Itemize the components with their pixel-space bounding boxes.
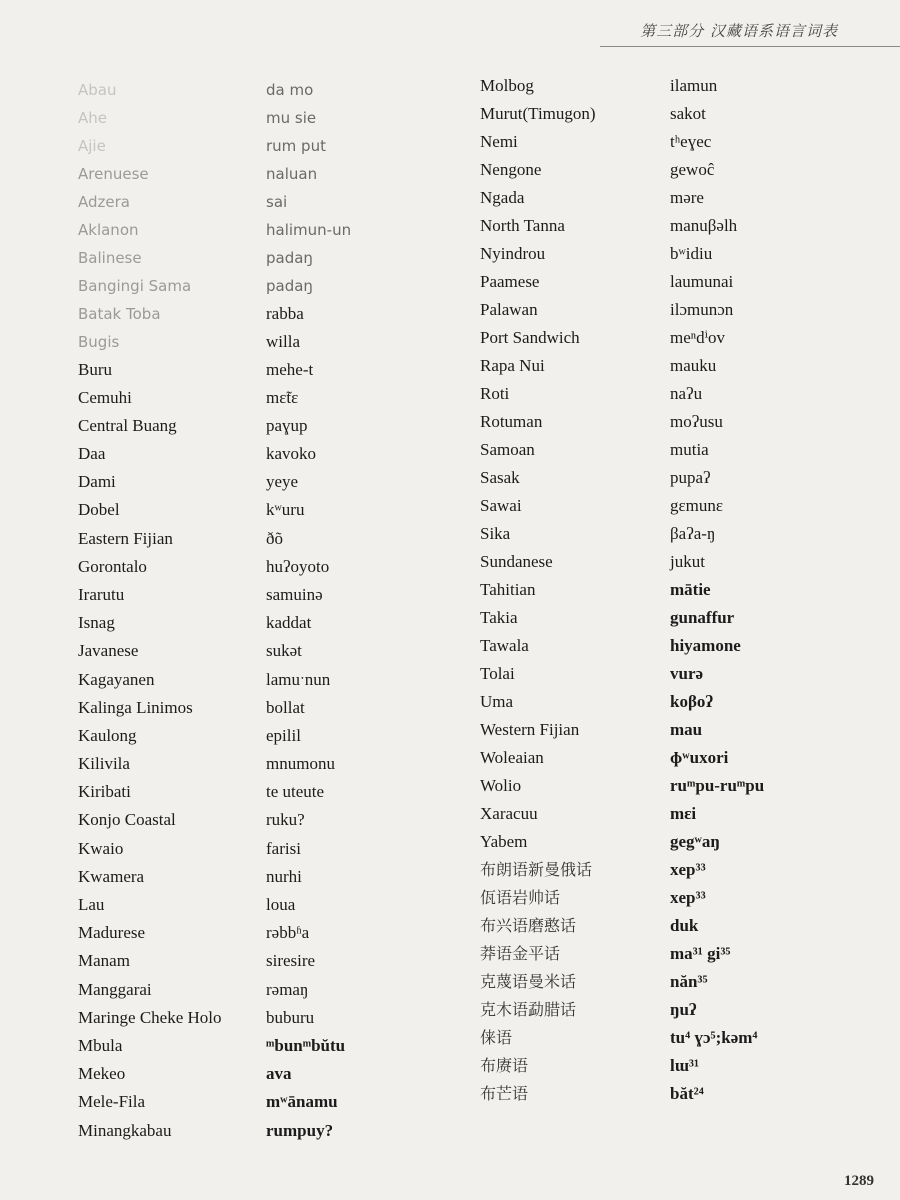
- word-entry-row: [78, 1004, 458, 1032]
- language-name: Molbog: [480, 76, 534, 95]
- language-name: Tolai: [480, 664, 515, 683]
- language-name: Arenuese: [78, 165, 149, 183]
- language-name: Murut(Timugon): [480, 104, 596, 123]
- word-form: buburu: [266, 1007, 315, 1027]
- language-name: 布兴语磨憨话: [480, 916, 577, 935]
- running-header: [600, 16, 900, 47]
- word-form: manuβəlh: [670, 216, 738, 235]
- language-name: Central Buang: [78, 416, 177, 435]
- word-entry-row: [480, 968, 880, 996]
- word-form: ilɔmunɔn: [670, 300, 734, 319]
- word-entry-row: [78, 328, 458, 356]
- word-form: gewoĉ: [670, 160, 715, 179]
- page-number: 1289: [844, 1173, 874, 1189]
- word-form: mnumonu: [266, 754, 335, 774]
- header-title: 第三部分 汉藏语系语言词表: [640, 22, 838, 40]
- word-entry-row: [480, 240, 880, 268]
- word-form: padaŋ: [266, 249, 313, 267]
- word-form: te uteute: [266, 782, 325, 802]
- word-form: gɛmunɛ: [670, 496, 724, 515]
- word-entry-row: [480, 716, 880, 744]
- word-entry-row: [78, 440, 458, 468]
- word-entry-row: [480, 800, 880, 828]
- language-name: Roti: [480, 384, 510, 403]
- language-name: Palawan: [480, 300, 538, 319]
- word-form: mātie: [670, 580, 711, 599]
- language-name: 布赓语: [480, 1056, 529, 1075]
- language-name: Nemi: [480, 132, 518, 151]
- word-form: rabba: [266, 304, 304, 323]
- word-form: kʷuru: [266, 500, 305, 520]
- word-entry-row: [78, 1032, 458, 1060]
- word-form: halimun-un: [266, 221, 352, 239]
- left-word-column: [78, 76, 458, 1145]
- word-form: ruᵐpu-ruᵐpu: [670, 776, 765, 795]
- language-name: Kaulong: [78, 725, 137, 745]
- word-entry-row: [480, 604, 880, 632]
- word-entry-row: [480, 1052, 880, 1080]
- word-entry-row: [78, 244, 458, 272]
- word-form: duk: [670, 916, 699, 935]
- word-entry-row: [78, 666, 458, 694]
- word-entry-row: [78, 694, 458, 722]
- word-form: bollat: [266, 697, 305, 717]
- language-name: Manggarai: [78, 979, 152, 999]
- word-form: kavoko: [266, 444, 317, 463]
- word-entry-row: [78, 412, 458, 440]
- word-form: jukut: [670, 552, 705, 571]
- word-form: tu⁴ ɣɔ⁵;kəm⁴: [670, 1028, 758, 1047]
- word-form: lamuˑnun: [266, 669, 331, 689]
- word-form: ŋuʔ: [670, 1000, 697, 1019]
- language-name: Cemuhi: [78, 388, 132, 407]
- word-form: siresire: [266, 951, 316, 971]
- language-name: Buru: [78, 360, 112, 379]
- word-entry-row: [78, 1088, 458, 1116]
- word-entry-row: [78, 778, 458, 806]
- language-name: Sundanese: [480, 552, 553, 571]
- word-entry-row: [78, 104, 458, 132]
- word-form: paɣup: [266, 416, 308, 435]
- language-name: 俫语: [480, 1028, 513, 1047]
- word-form: rəbbʱa: [266, 923, 310, 943]
- language-name: Sawai: [480, 496, 522, 515]
- word-entry-row: [480, 828, 880, 856]
- word-form: ðõ: [266, 528, 283, 548]
- language-name: Takia: [480, 608, 518, 627]
- word-entry-row: [78, 132, 458, 160]
- word-entry-row: [78, 553, 458, 581]
- word-entry-row: [480, 128, 880, 156]
- word-entry-row: [78, 384, 458, 412]
- language-name: Maringe Cheke Holo: [78, 1007, 222, 1027]
- word-entry-row: [78, 468, 458, 496]
- language-name: Ajie: [78, 137, 106, 155]
- word-form: samuinə: [266, 584, 323, 604]
- word-form: ruku?: [266, 810, 305, 830]
- word-form: gegʷaŋ: [670, 832, 720, 851]
- word-form: băt²⁴: [670, 1084, 704, 1103]
- language-name: 克木语勐腊话: [480, 1000, 577, 1019]
- word-entry-row: [78, 750, 458, 778]
- word-entry-row: [480, 548, 880, 576]
- word-entry-row: [480, 268, 880, 296]
- language-name: Bugis: [78, 333, 120, 351]
- language-name: Paamese: [480, 272, 540, 291]
- word-form: ma³¹ gi³⁵: [670, 944, 731, 963]
- word-form: mɛi: [670, 804, 697, 823]
- word-form: bʷidiu: [670, 244, 713, 263]
- language-name: Yabem: [480, 832, 528, 851]
- word-entry-row: [480, 100, 880, 128]
- language-name: Port Sandwich: [480, 328, 580, 347]
- word-entry-row: [480, 660, 880, 688]
- language-name: Gorontalo: [78, 556, 147, 576]
- word-entry-row: [480, 380, 880, 408]
- word-form: huʔoyoto: [266, 556, 330, 576]
- word-form: loua: [266, 895, 296, 914]
- word-form: nurhi: [266, 866, 302, 886]
- word-entry-row: [480, 632, 880, 660]
- language-name: Daa: [78, 444, 106, 463]
- word-entry-row: [480, 1080, 880, 1108]
- word-entry-row: [78, 863, 458, 891]
- word-form: laumunai: [670, 272, 734, 291]
- language-name: Ahe: [78, 109, 107, 127]
- word-entry-row: [78, 947, 458, 975]
- word-entry-row: [480, 688, 880, 716]
- word-entry-row: [480, 492, 880, 520]
- word-entry-row: [78, 1117, 458, 1145]
- word-form: sai: [266, 193, 288, 211]
- word-form: mɛ̃tɛ: [266, 388, 299, 407]
- word-entry-row: [480, 184, 880, 212]
- word-entry-row: [78, 835, 458, 863]
- word-entry-row: [78, 806, 458, 834]
- word-form: mauku: [670, 356, 717, 375]
- language-name: Mele-Fila: [78, 1092, 146, 1112]
- word-form: meⁿdⁱov: [670, 328, 726, 347]
- word-form: rəmaŋ: [266, 979, 309, 999]
- language-name: Batak Toba: [78, 305, 161, 323]
- word-form: ɸʷuxori: [670, 748, 729, 767]
- word-form: koβoʔ: [670, 692, 713, 711]
- language-name: Konjo Coastal: [78, 810, 176, 830]
- language-name: Ngada: [480, 188, 525, 207]
- word-entry-row: [78, 1060, 458, 1088]
- word-entry-row: [78, 525, 458, 553]
- word-form: kaddat: [266, 613, 312, 633]
- language-name: Rapa Nui: [480, 356, 545, 375]
- language-name: Bangingi Sama: [78, 277, 192, 295]
- word-entry-row: [78, 891, 458, 919]
- language-name: Eastern Fijian: [78, 528, 173, 548]
- word-entry-row: [480, 940, 880, 968]
- word-entry-row: [480, 996, 880, 1024]
- word-form: ilamun: [670, 76, 718, 95]
- word-entry-row: [78, 188, 458, 216]
- language-name: Uma: [480, 692, 514, 711]
- language-name: Kilivila: [78, 754, 130, 774]
- word-entry-row: [78, 160, 458, 188]
- word-entry-row: [480, 408, 880, 436]
- language-name: Kiribati: [78, 782, 131, 802]
- word-entry-row: [78, 496, 458, 524]
- word-form: naʔu: [670, 384, 703, 403]
- word-entry-row: [480, 156, 880, 184]
- word-entry-row: [78, 300, 458, 328]
- word-entry-row: [78, 356, 458, 384]
- language-name: Aklanon: [78, 221, 139, 239]
- word-form: mutia: [670, 440, 709, 459]
- word-form: rumpuy?: [266, 1120, 334, 1140]
- language-name: Manam: [78, 951, 130, 971]
- language-name: Tahitian: [480, 580, 536, 599]
- word-form: mehe-t: [266, 360, 314, 379]
- word-entry-row: [480, 324, 880, 352]
- word-form: məre: [670, 188, 704, 207]
- word-form: vurə: [670, 664, 704, 683]
- language-name: Western Fijian: [480, 720, 580, 739]
- word-entry-row: [480, 772, 880, 800]
- word-entry-row: [78, 722, 458, 750]
- language-name: Kalinga Linimos: [78, 697, 193, 717]
- word-form: tʰeɣec: [670, 132, 712, 151]
- language-name: Tawala: [480, 636, 529, 655]
- language-name: 克蔑语曼米话: [480, 972, 577, 991]
- word-form: βaʔa-ŋ: [670, 524, 716, 543]
- word-entry-row: [480, 1024, 880, 1052]
- language-name: Adzera: [78, 193, 130, 211]
- word-form: sukət: [266, 641, 302, 661]
- word-form: lɯ³¹: [670, 1056, 700, 1075]
- word-entry-row: [480, 520, 880, 548]
- word-entry-row: [78, 272, 458, 300]
- language-name: Dobel: [78, 500, 120, 520]
- language-name: Balinese: [78, 249, 142, 267]
- word-form: gunaffur: [670, 608, 735, 627]
- word-entry-row: [78, 76, 458, 104]
- word-form: yeye: [266, 472, 299, 492]
- word-form: naluan: [266, 165, 318, 183]
- language-name: Lau: [78, 895, 105, 914]
- word-form: xep³³: [670, 888, 706, 907]
- word-entry-row: [480, 212, 880, 240]
- language-name: 佤语岩帅话: [480, 888, 561, 907]
- language-name: 布芒语: [480, 1084, 529, 1103]
- language-name: Mbula: [78, 1035, 123, 1055]
- language-name: Isnag: [78, 613, 115, 633]
- word-entry-row: [480, 296, 880, 324]
- language-name: Samoan: [480, 440, 535, 459]
- language-name: Sika: [480, 524, 511, 543]
- word-entry-row: [480, 912, 880, 940]
- language-name: Javanese: [78, 641, 139, 661]
- word-entry-row: [78, 609, 458, 637]
- language-name: Xaracuu: [480, 804, 538, 823]
- language-name: Kwaio: [78, 838, 124, 858]
- word-form: moʔusu: [670, 412, 723, 431]
- language-name: 布朗语新曼俄话: [480, 860, 593, 879]
- word-entry-row: [480, 576, 880, 604]
- word-entry-row: [480, 436, 880, 464]
- word-form: farisi: [266, 838, 301, 858]
- language-name: Dami: [78, 472, 116, 492]
- word-form: mau: [670, 720, 703, 739]
- word-entry-row: [78, 581, 458, 609]
- word-entry-row: [78, 976, 458, 1004]
- word-form: sakot: [670, 104, 706, 123]
- right-word-column: [480, 72, 880, 1108]
- word-entry-row: [78, 216, 458, 244]
- word-form: rum put: [266, 137, 326, 155]
- language-name: Madurese: [78, 923, 146, 943]
- word-entry-row: [480, 884, 880, 912]
- word-form: ava: [266, 1064, 292, 1084]
- language-name: Kwamera: [78, 866, 145, 886]
- word-entry-row: [480, 464, 880, 492]
- word-entry-row: [480, 856, 880, 884]
- language-name: Abau: [78, 81, 117, 99]
- word-form: epilil: [266, 725, 301, 745]
- language-name: Mekeo: [78, 1064, 126, 1084]
- word-form: mʷānamu: [266, 1092, 338, 1112]
- word-form: ᵐbunᵐbŭtu: [266, 1035, 346, 1055]
- word-form: năn³⁵: [670, 972, 708, 991]
- word-entry-row: [78, 637, 458, 665]
- word-entry-row: [480, 72, 880, 100]
- word-form: pupaʔ: [670, 468, 711, 487]
- language-name: Minangkabau: [78, 1120, 172, 1140]
- language-name: Rotuman: [480, 412, 543, 431]
- word-entry-row: [480, 352, 880, 380]
- word-entry-row: [480, 744, 880, 772]
- language-name: Wolio: [480, 776, 522, 795]
- language-name: Irarutu: [78, 584, 125, 604]
- word-form: da mo: [266, 81, 314, 99]
- language-name: Nengone: [480, 160, 542, 179]
- language-name: North Tanna: [480, 216, 565, 235]
- language-name: Sasak: [480, 468, 520, 487]
- language-name: Woleaian: [480, 748, 544, 767]
- word-form: willa: [266, 332, 300, 351]
- word-form: xep³³: [670, 860, 706, 879]
- word-form: mu sie: [266, 109, 317, 127]
- word-form: hiyamone: [670, 636, 741, 655]
- language-name: 莽语金平话: [480, 944, 561, 963]
- word-form: padaŋ: [266, 277, 313, 295]
- language-name: Nyindrou: [480, 244, 546, 263]
- word-entry-row: [78, 919, 458, 947]
- language-name: Kagayanen: [78, 669, 155, 689]
